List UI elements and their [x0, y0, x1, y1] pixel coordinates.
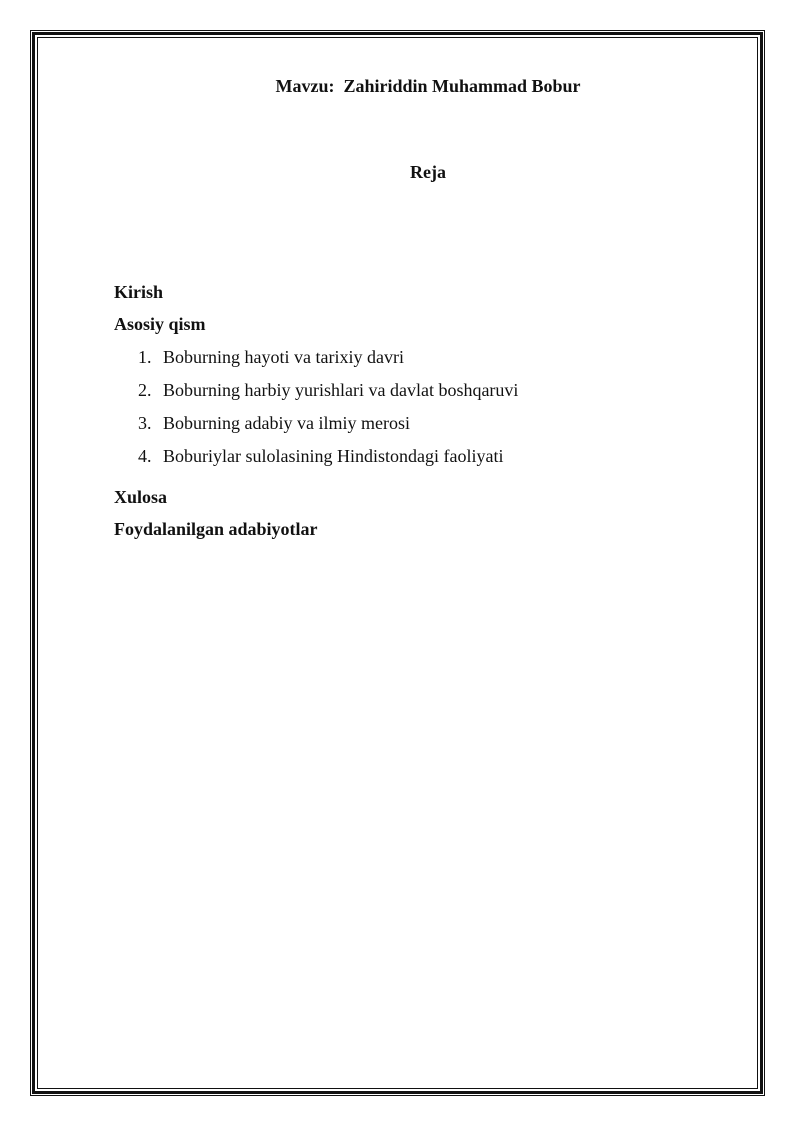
plan-list-item	[138, 379, 518, 412]
plan-item-text: Boburiylar sulolasining Hindistondagi faoliyati	[163, 446, 504, 466]
plan-item-text: Boburning hayoti va tarixiy davri	[163, 347, 404, 367]
plan-item-number: 3.	[138, 413, 152, 433]
references-heading: Foydalanilgan adabiyotlar	[114, 519, 318, 539]
main-part-heading: Asosiy qism	[114, 314, 206, 334]
plan-item-text: Boburning harbiy yurishlari va davlat boshqaruvi	[163, 380, 519, 400]
plan-list-item	[138, 412, 518, 445]
plan-item-text: Boburning adabiy va ilmiy merosi	[163, 413, 410, 433]
topic-title: Mavzu: Zahiriddin Muhammad Bobur	[275, 76, 581, 96]
plan-list-item	[138, 445, 518, 478]
plan-list-item	[138, 346, 518, 379]
page-border-inner-line	[37, 37, 758, 1089]
plan-item-number: 1.	[138, 347, 152, 367]
plan-list	[138, 346, 518, 478]
plan-item-number: 2.	[138, 380, 152, 400]
conclusion-heading: Xulosa	[114, 487, 168, 507]
intro-heading: Kirish	[114, 282, 164, 302]
plan-title: Reja	[410, 162, 446, 182]
plan-item-number: 4.	[138, 446, 152, 466]
